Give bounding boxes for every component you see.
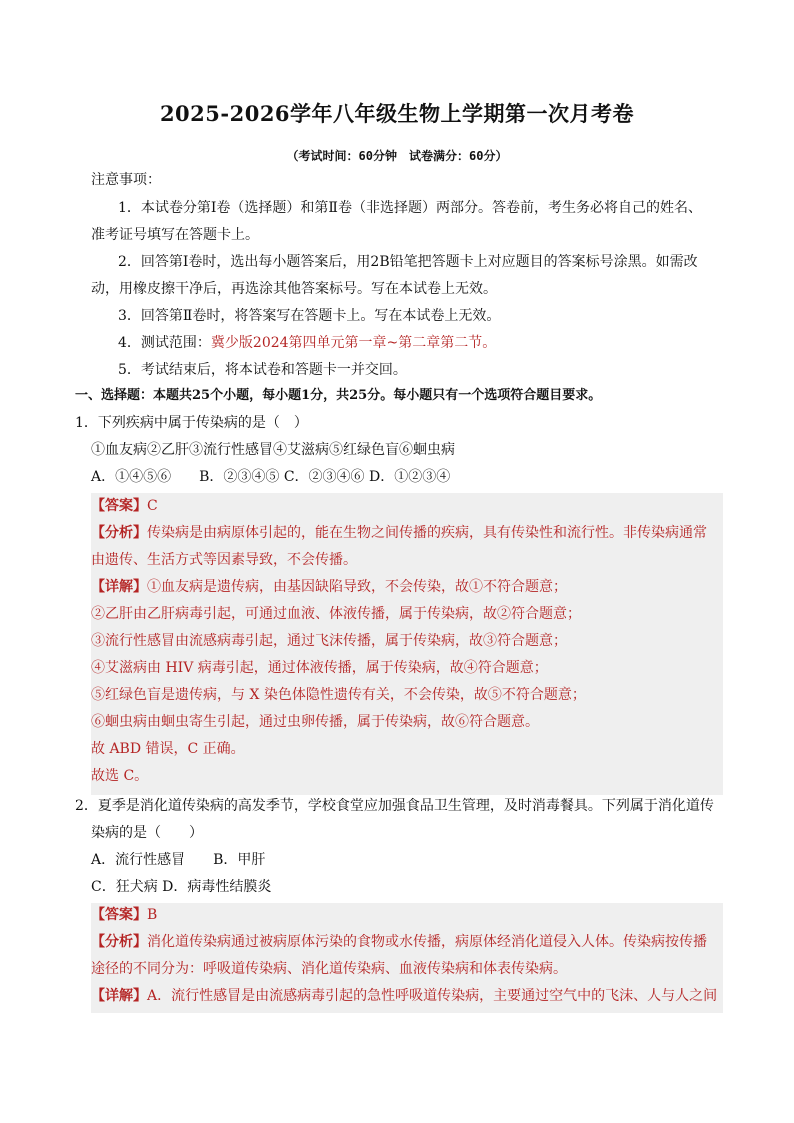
analysis-tag: 【分析】 (91, 525, 147, 541)
q1-detail-6: ⑥蛔虫病由蛔虫寄生引起，通过虫卵传播，属于传染病，故⑥符合题意。 (91, 714, 539, 730)
answer-tag: 【答案】 (91, 498, 147, 514)
q1-options: A．①④⑤⑥ B．②③④⑤ C．②③④⑥ D．①②③④ (91, 469, 451, 485)
q2-options-1: A．流行性感冒 B．甲肝 (91, 852, 266, 868)
q2-stem-1: 2．夏季是消化道传染病的高发季节，学校食堂应加强食品卫生管理，及时消毒餐具。下列属于消化道传 (75, 798, 714, 814)
analysis-text: 传染病是由病原体引起的，能在生物之间传播的疾病，具有传染性和流行性。非传染病通常 (147, 525, 707, 541)
q2-options-2: C．狂犬病 D．病毒性结膜炎 (91, 879, 272, 895)
analysis-tag: 【分析】 (91, 934, 147, 950)
answer-value: C (147, 498, 158, 514)
notice-item-3: 3．回答第Ⅱ卷时，将答案写在答题卡上。写在本试卷上无效。 (118, 308, 501, 324)
detail-tag: 【详解】 (91, 988, 147, 1004)
scope-value: 冀少版2024第四单元第一章~第二章第二节。 (210, 335, 497, 351)
notice-item-5: 5．考试结束后，将本试卷和答题卡一并交回。 (118, 362, 407, 378)
detail-text: A．流行性感冒是由流感病毒引起的急性呼吸道传染病，主要通过空气中的飞沫、人与人之间 (147, 988, 718, 1004)
q1-stem: 1．下列疾病中属于传染病的是（ ） (75, 415, 308, 431)
exam-info: （考试时间：60分钟 试卷满分：60分） (286, 149, 508, 163)
q1-analysis-1 (91, 523, 707, 543)
q2-detail-1 (91, 986, 717, 1006)
q1-detail-8: 故选 C。 (91, 768, 149, 784)
q1-items: ①血友病②乙肝③流行性感冒④艾滋病⑤红绿色盲⑥蛔虫病 (91, 442, 455, 458)
notice-item-1-cont: 准考证号填写在答题卡上。 (91, 227, 259, 243)
q1-detail-3: ③流行性感冒由流感病毒引起，通过飞沫传播，属于传染病，故③符合题意； (91, 633, 567, 649)
analysis-text: 消化道传染病通过被病原体污染的食物或水传播，病原体经消化道侵入人体。传染病按传播 (147, 934, 707, 950)
q1-analysis-2: 由遗传、生活方式等因素导致，不会传播。 (91, 552, 357, 568)
answer-tag: 【答案】 (91, 907, 147, 923)
q1-detail-4: ④艾滋病由 HIV 病毒引起，通过体液传播，属于传染病，故④符合题意； (91, 660, 548, 676)
q2-analysis-2: 途径的不同分为：呼吸道传染病、消化道传染病、血液传染病和体表传染病。 (91, 961, 567, 977)
q2-analysis-1 (91, 932, 707, 952)
page-title: 2025-2026学年八年级生物上学期第一次月考卷 (159, 101, 635, 126)
detail-tag: 【详解】 (91, 579, 147, 595)
notice-heading: 注意事项： (91, 172, 161, 188)
notice-item-2: 2．回答第Ⅰ卷时，选出每小题答案后，用2B铅笔把答题卡上对应题目的答案标号涂黑。如需改 (118, 254, 698, 270)
q1-detail-1 (91, 577, 567, 597)
answer-value: B (147, 907, 158, 923)
notice-item-4 (118, 333, 496, 353)
q2-answer (91, 905, 157, 925)
notice-item-2-cont: 动，用橡皮擦干净后，再选涂其他答案标号。写在本试卷上无效。 (91, 281, 497, 297)
q1-detail-7: 故 ABD 错误，C 正确。 (91, 741, 245, 757)
q1-detail-2: ②乙肝由乙肝病毒引起，可通过血液、体液传播，属于传染病，故②符合题意； (91, 606, 581, 622)
scope-label: 4．测试范围： (118, 335, 211, 351)
q1-answer (91, 496, 158, 516)
section-heading: 一、选择题：本题共25个小题，每小题1分，共25分。每小题只有一个选项符合题目要求。 (75, 388, 602, 403)
q2-stem-2: 染病的是（ ） (91, 825, 203, 841)
notice-item-1: 1．本试卷分第Ⅰ卷（选择题）和第Ⅱ卷（非选择题）两部分。答卷前，考生务必将自己的姓名、 (118, 200, 702, 216)
detail-text: ①血友病是遗传病，由基因缺陷导致，不会传染，故①不符合题意； (147, 579, 567, 595)
q1-detail-5: ⑤红绿色盲是遗传病，与 X 染色体隐性遗传有关，不会传染，故⑤不符合题意； (91, 687, 586, 703)
